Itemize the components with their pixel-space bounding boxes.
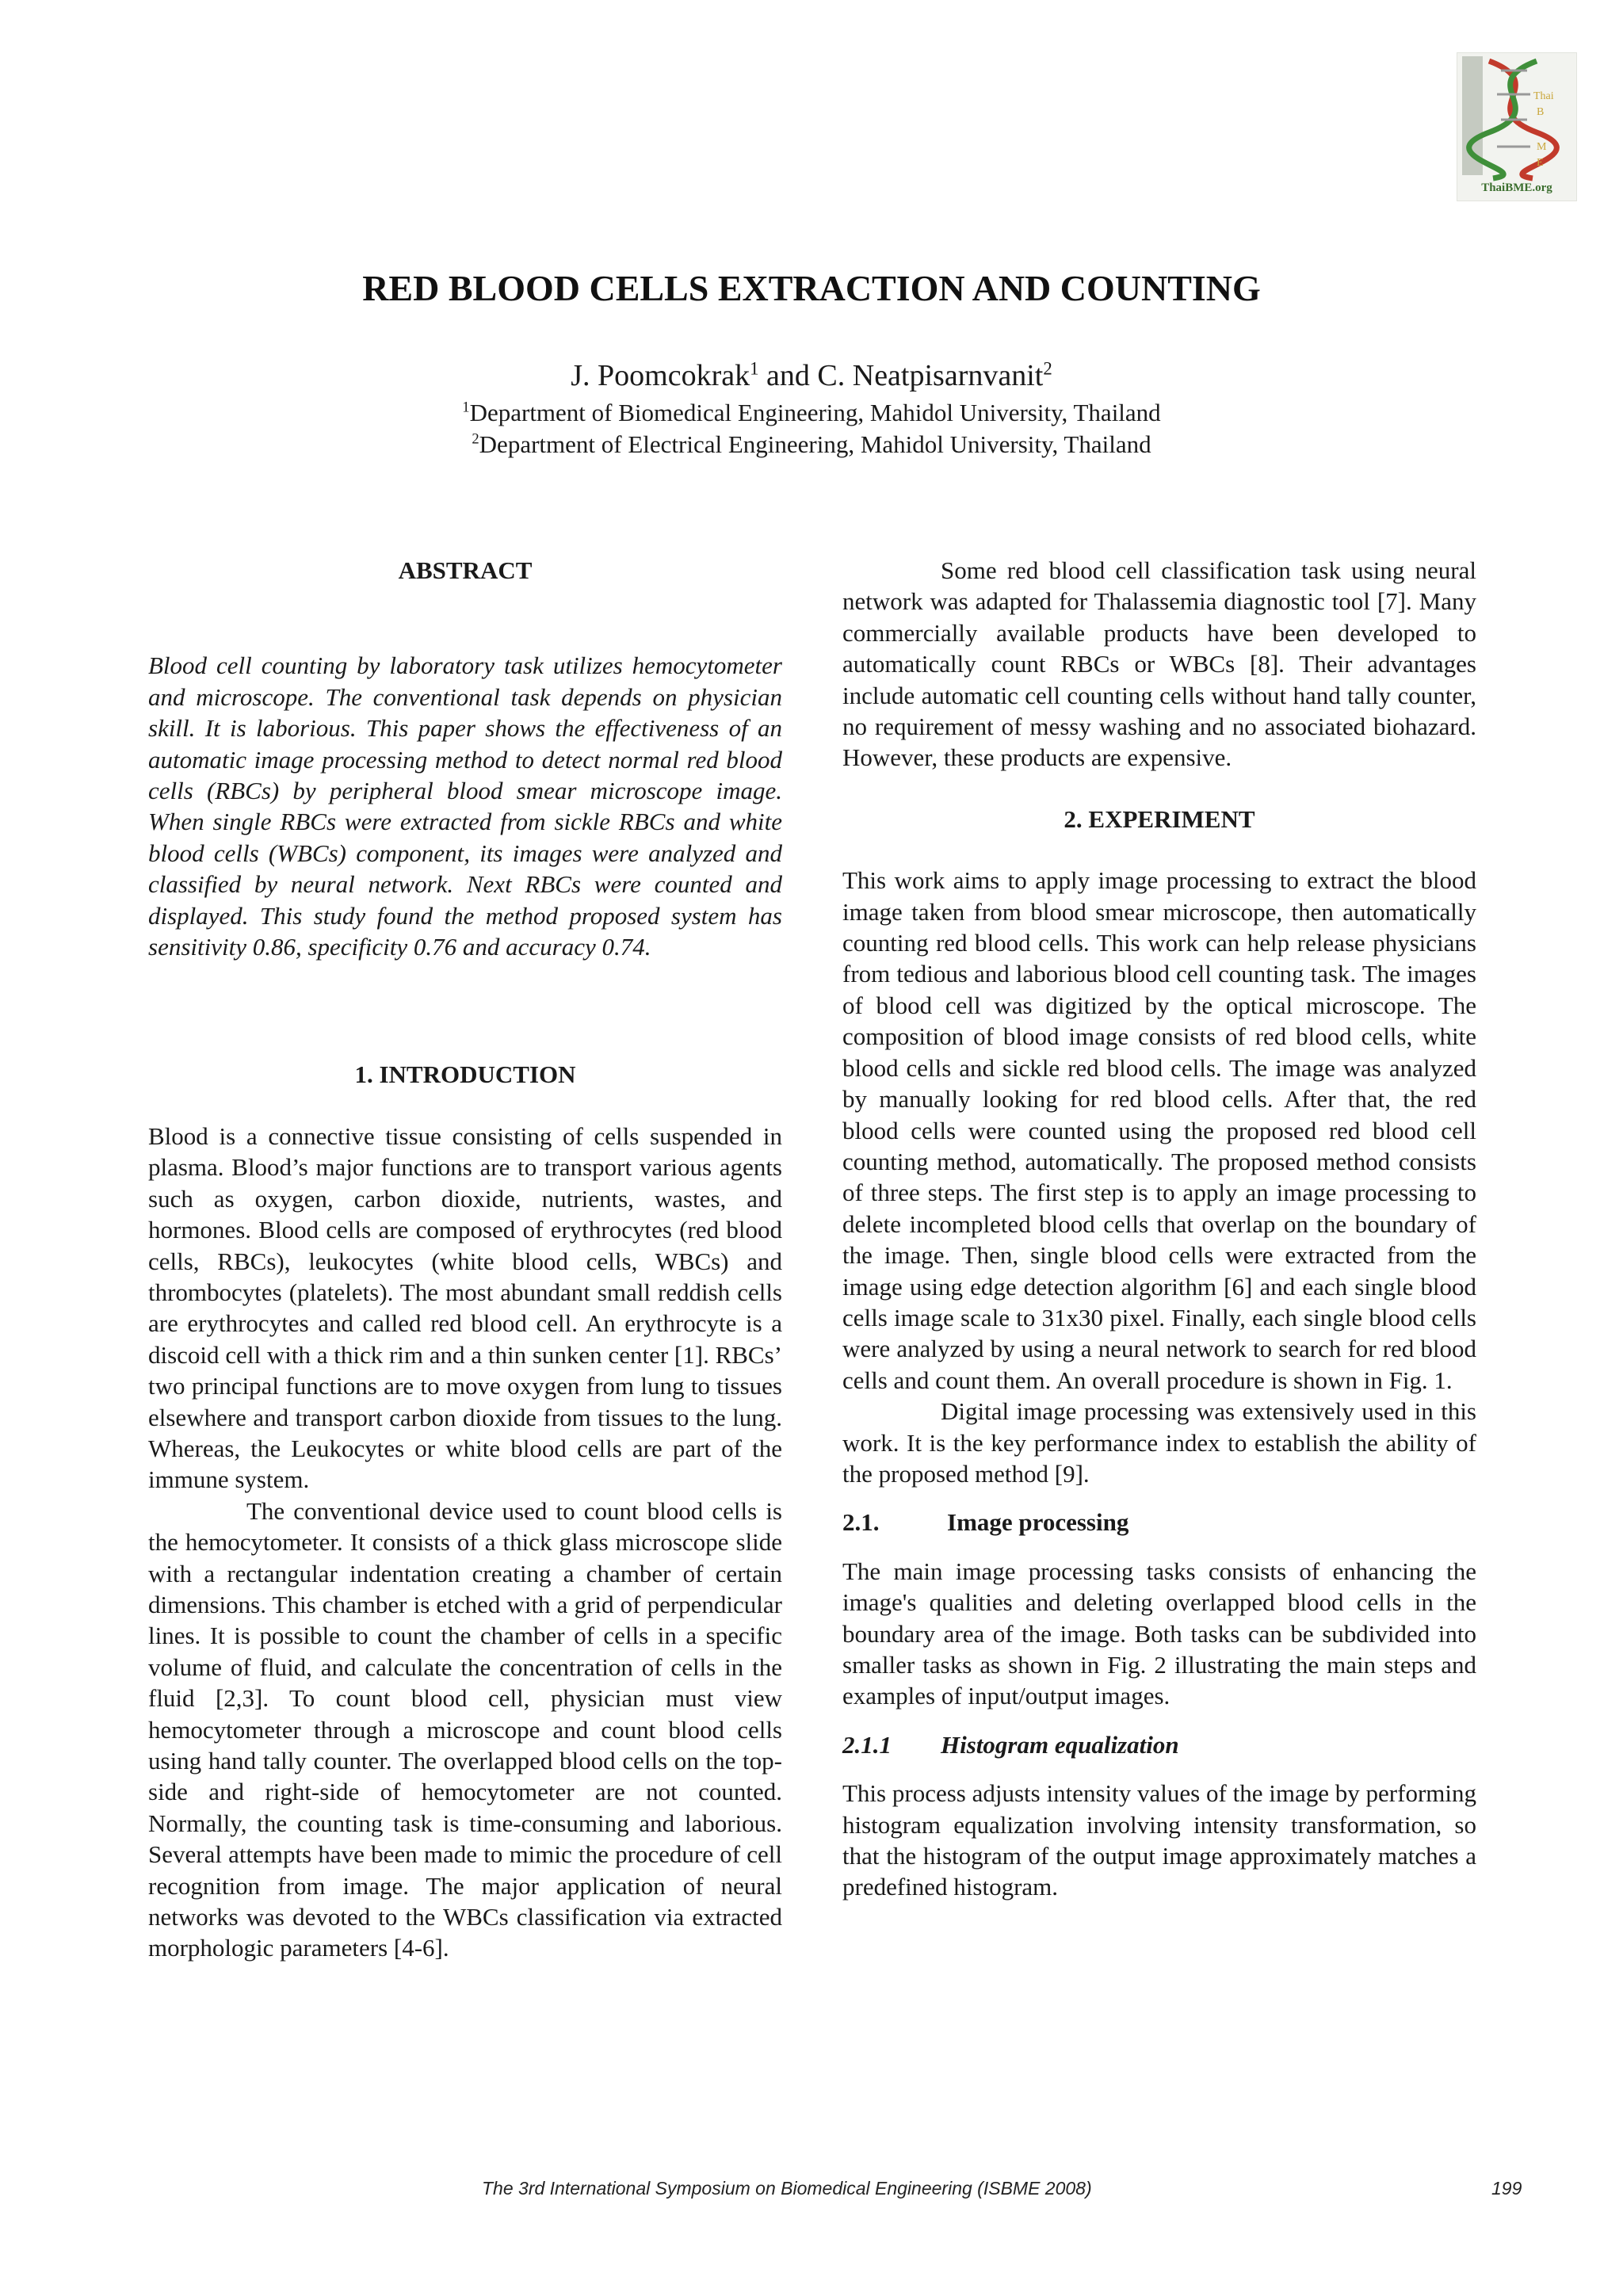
subsection-title: Image processing xyxy=(947,1508,1129,1537)
author-name: J. Poomcokrak xyxy=(571,359,750,392)
subsection-number: 2.1. xyxy=(842,1508,880,1537)
right-column xyxy=(842,555,1476,1903)
subsubsection-heading xyxy=(842,1729,1476,1760)
introduction-paragraph: The conventional device used to count blood cells is the hemocytometer. It consists of a thick glass microscope slide with a rectangular indentation creating a chamber of certain dimensions. This chamber is etched with a grid of perpendicular lines. It is possible to count the chamber of cells in a specific volume of fluid, and calculate the concentration of cells in the fluid [2,3]. To count blood cell, physician must view hemocytometer through a microscope and count blood cells using hand tally counter. The overlapped blood cells on the top-side and right-side of hemocytometer are not counted. Normally, the counting task is time-consuming and laborious. Several attempts have been made to mimic the procedure of cell recognition from image. The major application of neural networks was devoted to the WBCs classification via extracted morphologic parameters [4-6]. xyxy=(148,1496,782,1962)
affiliation xyxy=(0,430,1623,460)
affiliation-marker: 2 xyxy=(472,430,479,448)
paper-title: RED BLOOD CELLS EXTRACTION AND COUNTING xyxy=(362,268,1261,308)
abstract-text: Blood cell counting by laboratory task utilizes hemocytometer and microscope. The conventional task depends on physician skill. It is laborious. This paper shows the effectiveness of an automatic image processing method to detect normal red blood cells (RBCs) by peripheral blood smear microscope image. When single RBCs were extracted from sickle RBCs and white blood cells (WBCs) component, its images were analyzed and classified by neural network. Next RBCs were counted and displayed. This study found the method proposed system has sensitivity 0.86, specificity 0.76 and accuracy 0.74. xyxy=(148,651,782,961)
logo-letter: Thai xyxy=(1533,90,1554,102)
affiliation-text: Department of Electrical Engineering, Mahidol University, Thailand xyxy=(479,430,1151,458)
subsection-paragraph: The main image processing tasks consists of enhancing the image's qualities and deleting overlapped blood cells in the boundary area of the image. Both tasks can be subdivided into smaller tasks as shown in Fig. 2 illustrating the main steps and examples of input/output images. xyxy=(842,1557,1476,1710)
logo-letter: M xyxy=(1537,141,1547,153)
logo-letter: B xyxy=(1537,106,1545,118)
page-number: 199 xyxy=(1491,2178,1522,2199)
logo-caption: ThaiBME.org xyxy=(1481,181,1552,194)
dna-helix-icon xyxy=(1457,53,1576,201)
affiliation-marker: 1 xyxy=(462,399,470,416)
experiment-heading: 2. EXPERIMENT xyxy=(1064,804,1255,833)
footer-conference: The 3rd International Symposium on Biomedical Engineering (ISBME 2008) xyxy=(482,2178,1092,2199)
logo-letter: E xyxy=(1537,157,1544,169)
left-column xyxy=(148,555,782,1964)
subsection-heading xyxy=(842,1507,1476,1538)
introduction-heading: 1. INTRODUCTION xyxy=(354,1060,576,1089)
subsubsection-paragraph: This process adjusts intensity values of the image by performing histogram equalization involving intensity transformation, so that the histogram of the output image approximately matches a predefined histogram. xyxy=(842,1779,1476,1901)
introduction-paragraph: Blood is a connective tissue consisting of cells suspended in plasma. Blood’s major functions are to transport various agents such as oxygen, carbon dioxide, nutrients, wastes, and hormones. Blood cells are composed of erythrocytes (red blood cells, RBCs), leukocytes (white blood cells, WBCs) and thrombocytes (platelets). The most abundant small reddish cells are erythrocytes and called red blood cell. An erythrocyte is a discoid cell with a thick rim and a thin sunken center [1]. RBCs’ two principal functions are to move oxygen from lung to tissues elsewhere and transport carbon dioxide from tissues to the lung. Whereas, the Leukocytes or white blood cells are part of the immune system. xyxy=(148,1121,782,1494)
authors-line xyxy=(0,358,1623,393)
subsubsection-title: Histogram equalization xyxy=(941,1730,1179,1759)
conference-logo xyxy=(1457,52,1577,201)
authors-and: and xyxy=(758,359,818,392)
author-affil-marker: 2 xyxy=(1043,358,1052,379)
abstract-heading: ABSTRACT xyxy=(398,556,533,584)
affiliation-text: Department of Biomedical Engineering, Mahidol University, Thailand xyxy=(469,399,1161,426)
affiliation xyxy=(0,398,1623,428)
author-affil-marker: 1 xyxy=(750,358,759,379)
author-name: C. Neatpisarnvanit xyxy=(817,359,1044,392)
experiment-paragraph: This work aims to apply image processing to extract the blood image taken from blood smear microscope, then automatically counting red blood cells. This work can help release physicians from tedious and laborious blood cell counting task. The images of blood cell was digitized by the optical microscope. The composition of blood image consists of red blood cells, white blood cells and sickle red blood cells. The image was analyzed by manually looking for red blood cells. After that, the red blood cells were counted using the proposed red blood cell counting method, automatically. The proposed method consists of three steps. The first step is to apply an image processing to delete incompleted blood cells that overlap on the boundary of the image. Then, single blood cells were extracted from the image using edge detection algorithm [6] and each single blood cells image scale to 31x30 pixel. Finally, each single blood cells were analyzed by using a neural network to search for red blood cells and count them. An overall procedure is shown in Fig. 1. xyxy=(842,866,1476,1394)
experiment-paragraph: Digital image processing was extensively used in this work. It is the key performance index to establish the ability of the proposed method [9]. xyxy=(842,1397,1476,1488)
introduction-continued-paragraph: Some red blood cell classification task using neural network was adapted for Thalassemia diagnostic tool [7]. Many commercially available products have been developed to automatically count RBCs or WBCs [8]. Their advantages include automatic cell counting cells without hand tally counter, no requirement of messy washing and no associated biohazard. However, these products are expensive. xyxy=(842,556,1476,772)
subsubsection-number: 2.1.1 xyxy=(842,1730,892,1759)
